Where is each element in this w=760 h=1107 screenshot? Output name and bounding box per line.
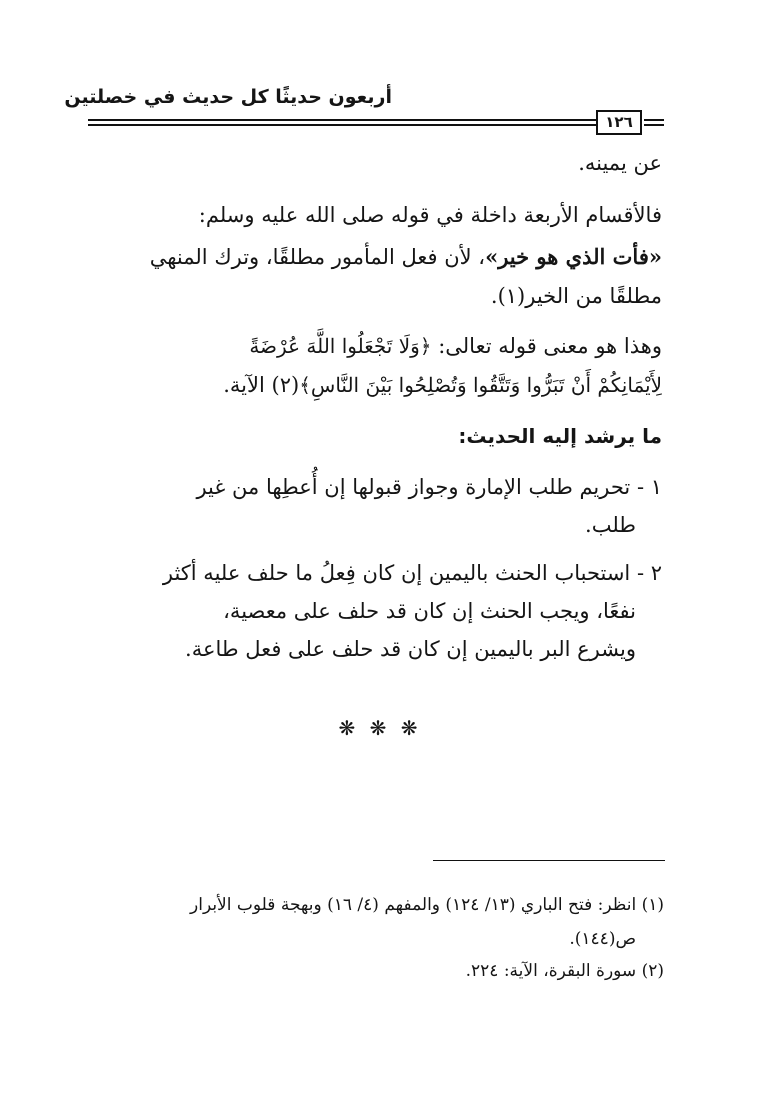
body-line: مطلقًا من الخير(١). xyxy=(490,284,662,308)
running-header-title: أربعون حديثًا كل حديث في خصلتين xyxy=(64,86,392,108)
header-dash xyxy=(644,124,664,126)
list-item-continuation: ويشرع البر باليمين إن كان قد حلف على فعل طاعة. xyxy=(185,637,636,661)
footnote: (١) انظر: فتح الباري (١٣/ ١٢٤) والمفهم (٤/ ١٦) وبهجة قلوب الأبرار xyxy=(190,895,664,915)
body-line: عن يمينه. xyxy=(578,151,662,175)
section-separator: ❋ ❋ ❋ xyxy=(338,716,422,740)
quran-verse: ﴿وَلَا تَجْعَلُوا اللَّهَ عُرْضَةً xyxy=(249,334,432,358)
list-item: ٢ - استحباب الحنث باليمين إن كان فِعلُ ما حلف عليه أكثر xyxy=(162,561,662,585)
body-text: ، لأن فعل المأمور مطلقًا، وترك المنهي xyxy=(149,245,486,269)
body-line: فالأقسام الأربعة داخلة في قوله صلى الله عليه وسلم: xyxy=(198,203,662,227)
body-text: وهذا هو معنى قوله تعالى: xyxy=(438,334,662,358)
footnote-continuation: ص(١٤٤). xyxy=(569,929,636,949)
page-number: ١٢٦ xyxy=(596,110,642,135)
header-rule xyxy=(88,119,628,121)
list-item-continuation: طلب. xyxy=(585,513,636,537)
footnote: (٢) سورة البقرة، الآية: ٢٢٤. xyxy=(465,961,664,981)
list-item: ١ - تحريم طلب الإمارة وجواز قبولها إن أُعطِها من غير xyxy=(196,475,662,499)
body-line xyxy=(92,373,662,397)
hadith-quote: «فأت الذي هو خير» xyxy=(485,244,662,269)
quran-verse: لِأَيْمَانِكُمْ أَنْ تَبَرُّوا وَتَتَّقُوا وَتُصْلِحُوا بَيْنَ النَّاسِ﴾ xyxy=(299,373,662,397)
list-item-continuation: نفعًا، ويجب الحنث إن كان قد حلف على معصية، xyxy=(223,599,636,623)
body-line xyxy=(92,244,662,269)
body-text: (٢) الآية. xyxy=(223,373,300,397)
header-rule xyxy=(88,124,628,126)
footnote-divider xyxy=(433,860,665,861)
section-subheading: ما يرشد إليه الحديث: xyxy=(458,424,662,448)
body-line xyxy=(92,334,662,358)
header-dash xyxy=(644,119,664,121)
